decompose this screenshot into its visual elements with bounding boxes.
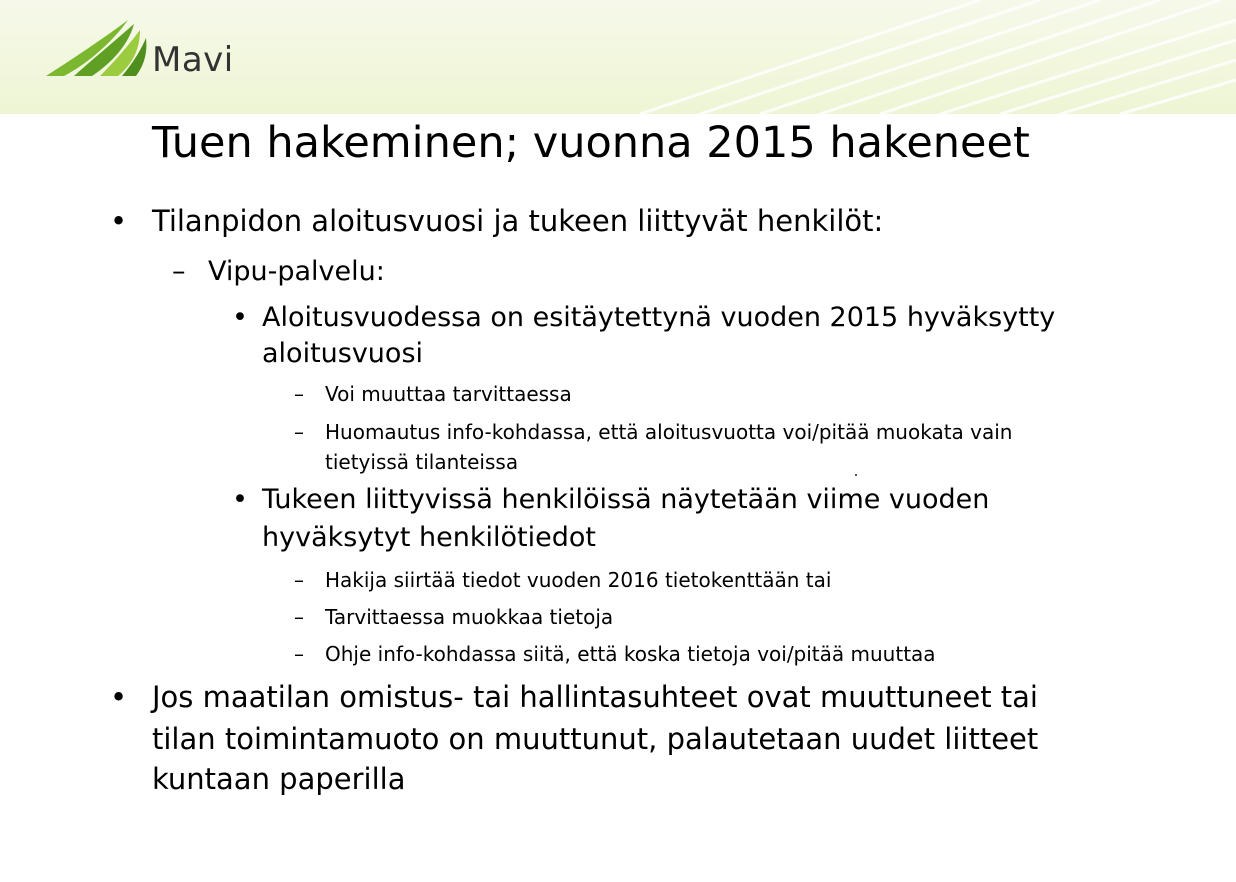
dash-marker: – — [172, 256, 186, 287]
bullet-text: Tarvittaessa muokkaa tietoja — [325, 605, 614, 629]
logo-text: Mavi — [152, 40, 234, 80]
bullet-marker: • — [232, 302, 248, 333]
bullet-text: Tilanpidon aloitusvuosi ja tukeen liittyvät henkilöt: — [152, 204, 884, 238]
bullet-marker: • — [110, 204, 128, 238]
bullet-marker: • — [232, 484, 248, 515]
bullet-text: Ohje info-kohdassa siitä, että koska tietoja voi/pitää muuttaa — [325, 642, 936, 666]
dash-marker: – — [294, 605, 304, 629]
bullet-text: tietyissä tilanteissa — [325, 450, 519, 474]
bullet-text: Voi muuttaa tarvittaessa — [325, 382, 572, 406]
bullet-text: Huomautus info-kohdassa, että aloitusvuotta voi/pitää muokata vain — [325, 420, 1013, 444]
stray-dot — [855, 474, 857, 476]
mavi-leaf-icon — [44, 18, 154, 82]
dash-marker: – — [294, 642, 304, 666]
dash-marker: – — [294, 382, 304, 406]
bullet-marker: • — [110, 680, 128, 714]
bullet-text: Jos maatilan omistus- tai hallintasuhteet ovat muuttuneet tai — [152, 680, 1038, 714]
dash-marker: – — [294, 420, 304, 444]
dash-marker: – — [294, 568, 304, 592]
bullet-text: Vipu-palvelu: — [208, 256, 385, 287]
bullet-text: aloitusvuosi — [262, 338, 424, 369]
bullet-text: Hakija siirtää tiedot vuoden 2016 tietokenttään tai — [325, 568, 832, 592]
bullet-text: Tukeen liittyvissä henkilöissä näytetään viime vuoden — [262, 484, 990, 515]
bullet-text: hyväksytyt henkilötiedot — [262, 522, 596, 553]
bullet-text: kuntaan paperilla — [152, 762, 406, 796]
slide-title: Tuen hakeminen; vuonna 2015 hakeneet — [152, 118, 1030, 168]
bullet-text: tilan toimintamuoto on muuttunut, palautetaan uudet liitteet — [152, 722, 1039, 756]
bullet-text: Aloitusvuodessa on esitäytettynä vuoden 2015 hyväksytty — [262, 302, 1056, 333]
